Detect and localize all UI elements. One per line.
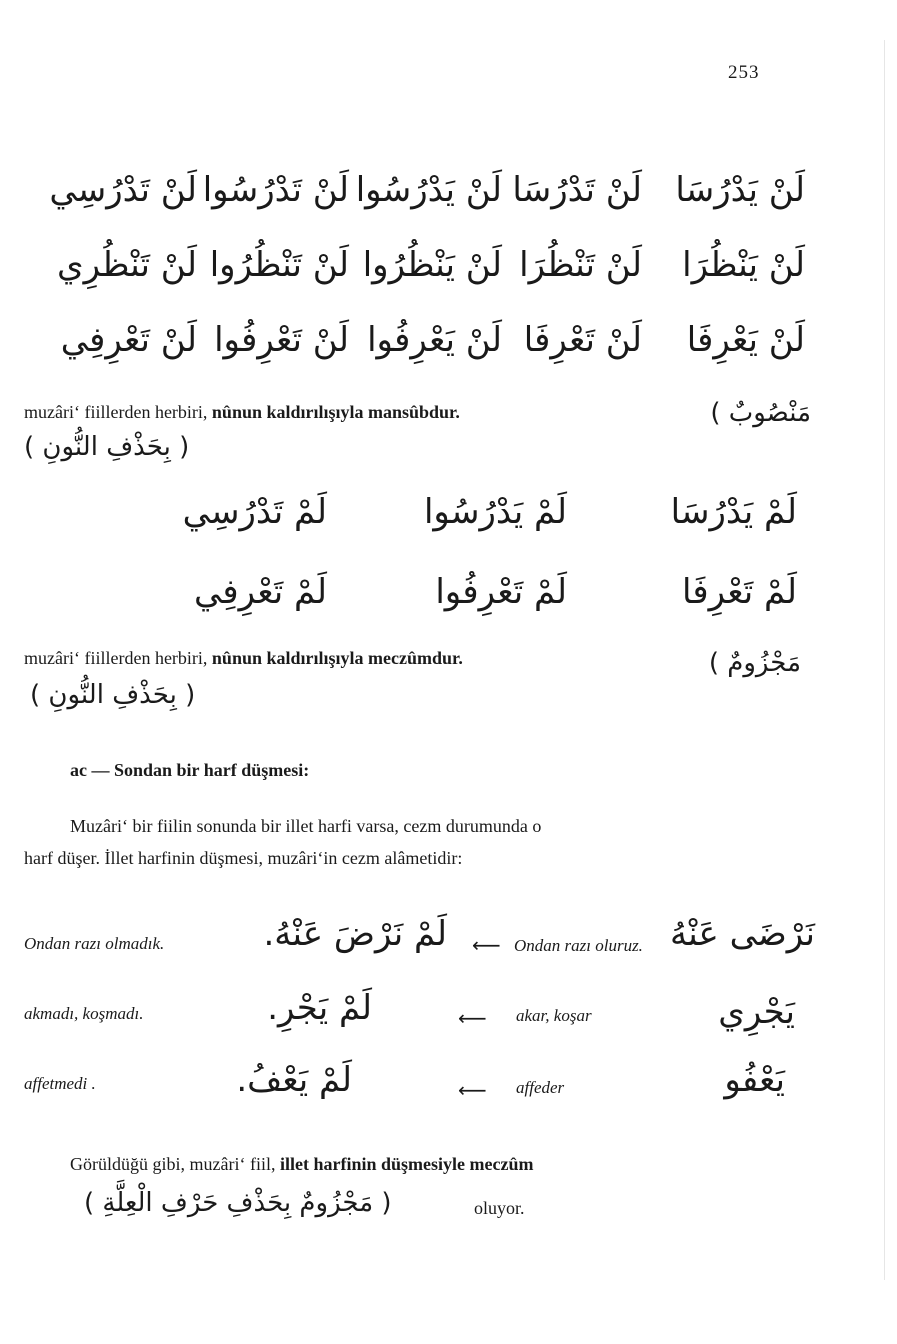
page-edge	[884, 40, 885, 1280]
arabic-example: لَمْ يَجْرِ.	[267, 988, 372, 1028]
arabic-verb: لَنْ تَدْرُسِي	[49, 170, 197, 210]
arabic-verb: لَنْ تَنْظُرُوا	[209, 245, 349, 285]
arabic-verb: لَمْ تَعْرِفَا	[681, 572, 797, 612]
example-translation: akar, koşar	[516, 1006, 592, 1025]
arabic-term: ( مَجْزُومٌ بِحَذْفِ حَرْفِ الْعِلَّةِ )	[84, 1188, 392, 1218]
example-translation: affetmedi .	[24, 1074, 96, 1093]
paragraph-line: harf düşer. İllet harfinin düşmesi, muzâri‘in cezm alâmetidir:	[24, 848, 463, 868]
arabic-verb: لَنْ تَعْرِفَا	[523, 320, 642, 360]
arabic-example: يَعْفُو	[724, 1060, 785, 1100]
arabic-term: ( بِحَذْفِ النُّونِ )	[24, 432, 190, 462]
arabic-example: يَجْرِي	[718, 992, 795, 1032]
arabic-example: لَمْ نَرْضَ عَنْهُ.	[263, 914, 447, 954]
section-heading: ac — Sondan bir harf düşmesi:	[70, 760, 310, 780]
closing-bold-text: illet harfinin düşmesiyle meczûm	[279, 1154, 534, 1174]
arabic-example: لَمْ يَعْفُ.	[236, 1060, 352, 1100]
majzum-note	[24, 648, 463, 669]
arabic-verb: لَمْ يَدْرُسُوا	[423, 492, 567, 532]
closing-line	[70, 1154, 533, 1175]
closing-text: Görüldüğü gibi, muzâri‘ fiil,	[70, 1154, 276, 1174]
example-translation: Ondan razı olmadık.	[24, 934, 165, 953]
arabic-verb: لَمْ تَدْرُسِي	[182, 492, 327, 532]
arabic-verb: لَمْ يَدْرُسَا	[670, 492, 797, 532]
arabic-verb: لَمْ تَعْرِفِي	[193, 572, 327, 612]
note-text: muzâri‘ fiillerden herbiri,	[24, 402, 208, 422]
mansub-note	[24, 402, 460, 423]
arabic-verb: لَنْ تَعْرِفُوا	[214, 320, 349, 360]
arrow-icon: ⟵	[458, 1078, 487, 1102]
note-text: muzâri‘ fiillerden herbiri,	[24, 648, 208, 668]
arabic-verb: لَنْ تَنْظُرَا	[519, 245, 642, 285]
arabic-verb: لَنْ يَعْرِفَا	[686, 320, 805, 360]
arabic-verb: لَنْ يَنْظُرُوا	[362, 245, 502, 285]
arabic-verb: لَنْ تَدْرُسُوا	[202, 170, 349, 210]
arabic-example: نَرْضَى عَنْهُ	[669, 914, 815, 954]
arabic-verb: لَنْ يَنْظُرَا	[682, 245, 805, 285]
arrow-icon: ⟵	[458, 1006, 487, 1030]
arabic-verb: لَنْ تَعْرِفِي	[60, 320, 197, 360]
arabic-verb: لَنْ يَعْرِفُوا	[367, 320, 502, 360]
arrow-icon: ⟵	[472, 933, 501, 957]
arabic-verb: لَمْ تَعْرِفُوا	[435, 572, 567, 612]
example-translation: Ondan razı oluruz.	[514, 936, 643, 955]
arabic-verb: لَنْ يَدْرُسَا	[675, 170, 805, 210]
note-bold-text: nûnun kaldırılışıyla mansûbdur.	[211, 402, 460, 422]
page-number: 253	[728, 62, 760, 83]
arabic-verb: لَنْ تَنْظُرِي	[56, 245, 197, 285]
closing-suffix: oluyor.	[474, 1198, 525, 1218]
example-translation: affeder	[516, 1078, 565, 1097]
arabic-verb: لَنْ تَدْرُسَا	[512, 170, 642, 210]
arabic-term: مَجْزُومٌ )	[708, 648, 801, 678]
arabic-term: ( بِحَذْفِ النُّونِ )	[30, 680, 196, 710]
example-translation: akmadı, koşmadı.	[24, 1004, 144, 1023]
arabic-verb: لَنْ يَدْرُسُوا	[355, 170, 502, 210]
paragraph-line: Muzâri‘ bir fiilin sonunda bir illet harfi varsa, cezm durumunda o	[70, 816, 542, 836]
arabic-term: مَنْصُوبٌ )	[710, 398, 811, 428]
note-bold-text: nûnun kaldırılışıyla meczûmdur.	[211, 648, 463, 668]
